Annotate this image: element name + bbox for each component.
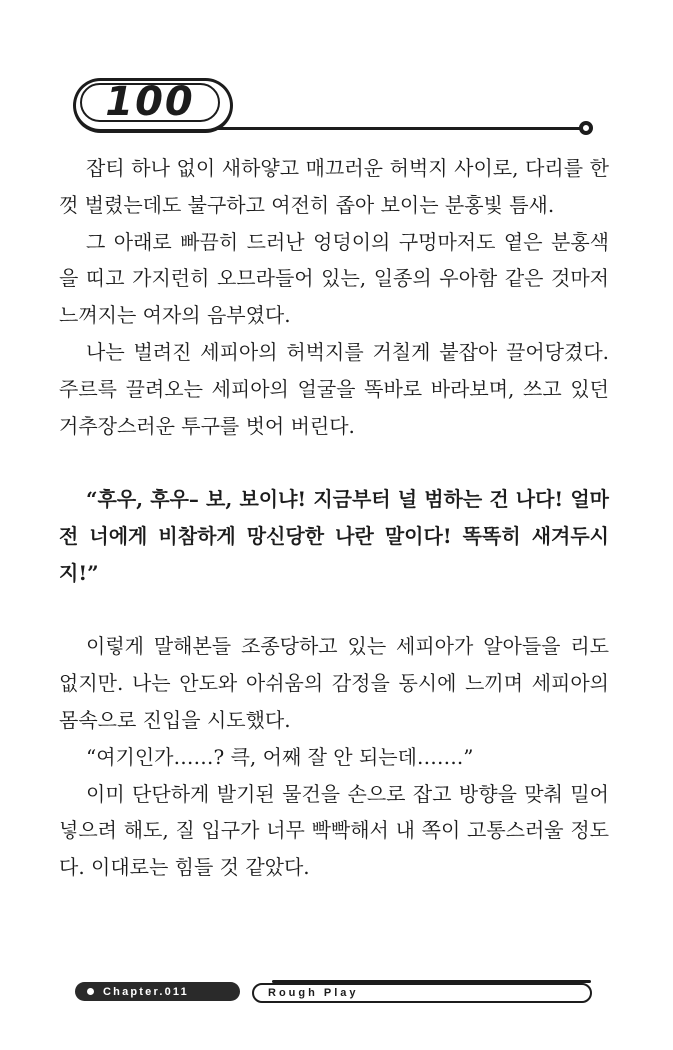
body-paragraph: 이렇게 말해본들 조종당하고 있는 세피아가 알아들을 리도 없지만. 나는 안도와 아쉬움의 감정을 동시에 느끼며 세피아의 몸속으로 진입을 시도했다. (59, 634, 609, 732)
dialogue-paragraph: “여기인가……? 큭, 어째 잘 안 되는데…….” (86, 744, 474, 769)
header-rule-line (170, 127, 580, 130)
section-title-badge (252, 983, 592, 1003)
body-paragraph: 그 아래로 빠끔히 드러난 엉덩이의 구멍마저도 옅은 분홍색을 띠고 가지런히 오므라들어 있는, 일종의 우아함 같은 것마저 느껴지는 여자의 음부였다. (59, 229, 609, 328)
body-text (59, 150, 609, 886)
dialogue-paragraph: “후우, 후우– 보, 보이냐! 지금부터 널 범하는 건 나다! 얼마 전 너에게 비참하게 망신당한 나란 말이다! 똑똑히 새겨두시지!” (59, 487, 609, 585)
section-title-label: Rough Play (268, 987, 359, 999)
header-line-end-ring-icon (579, 121, 593, 135)
page-number: 100 (105, 78, 195, 125)
chapter-label: Chapter.011 (103, 985, 189, 998)
body-paragraph: 나는 벌려진 세피아의 허벅지를 거칠게 붙잡아 끌어당겼다. 주르륵 끌려오는 세피아의 얼굴을 똑바로 바라보며, 쓰고 있던 거추장스러운 투구를 벗어 버린다. (59, 339, 609, 438)
page-number-badge-inner (80, 78, 220, 125)
body-paragraph: 이미 단단하게 발기된 물건을 손으로 잡고 방향을 맞춰 밀어 넣으려 해도, 질 입구가 너무 빡빡해서 내 쪽이 고통스러울 정도다. 이대로는 힘들 것 같았다. (59, 781, 609, 880)
body-paragraph: 잡티 하나 없이 새하얗고 매끄러운 허벅지 사이로, 다리를 한껏 벌렸는데도 불구하고 여전히 좁아 보이는 분홍빛 틈새. (59, 156, 609, 217)
page-number-badge (73, 78, 233, 133)
chapter-badge (75, 982, 240, 1001)
bullet-dot-icon (87, 988, 94, 995)
